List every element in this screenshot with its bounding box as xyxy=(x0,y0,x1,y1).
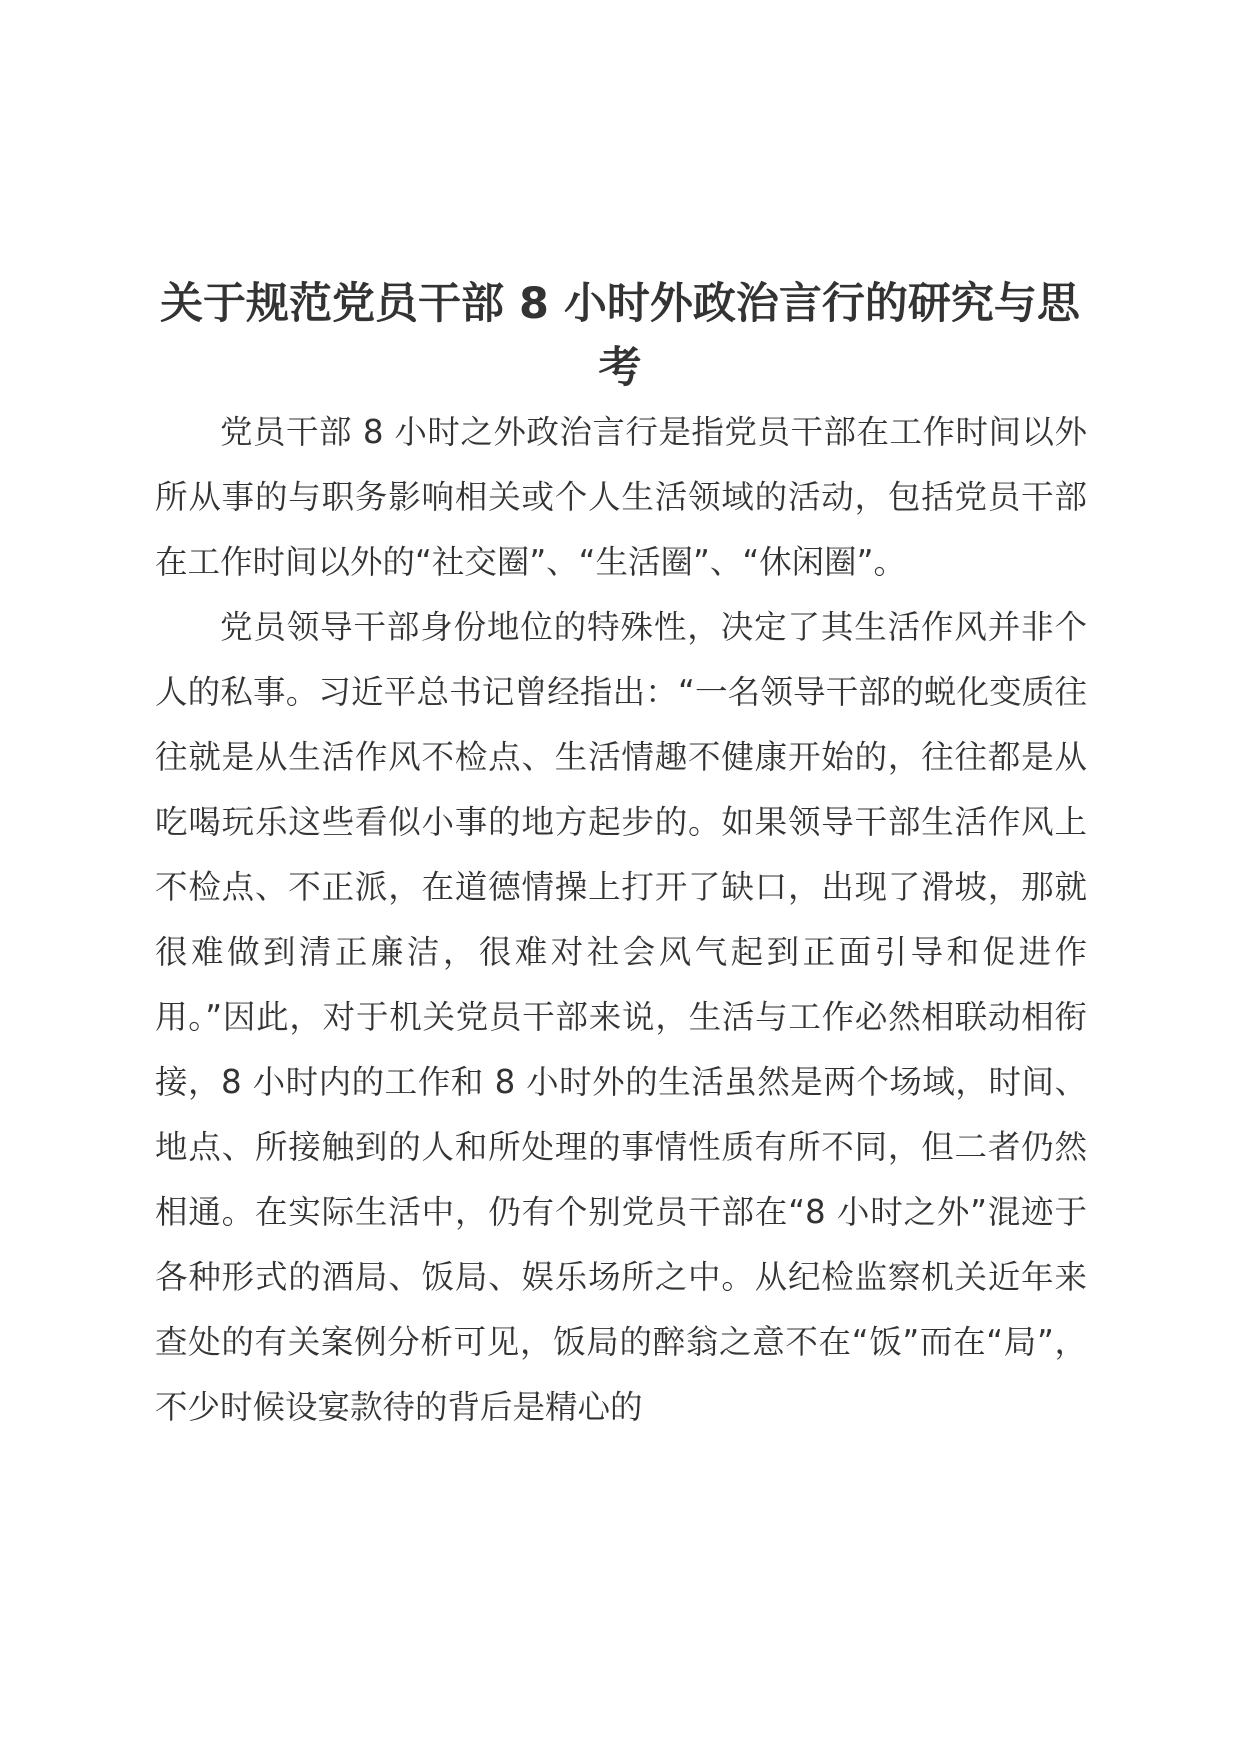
document-body xyxy=(155,400,1087,1440)
paragraph-2: 党员领导干部身份地位的特殊性，决定了其生活作风并非个人的私事。习近平总书记曾经指出：“一名领导干部的蜕化变质往往就是从生活作风不检点、生活情趣不健康开始的，往往都是从吃喝玩乐这些看似小事的地方起步的。如果领导干部生活作风上不检点、不正派，在道德情操上打开了缺口，出现了滑坡，那就很难做到清正廉洁，很难对社会风气起到正面引导和促进作用。”因此，对于机关党员干部来说，生活与工作必然相联动相衔接，8 小时内的工作和 8 小时外的生活虽然是两个场域，时间、地点、所接触到的人和所处理的事情性质有所不同，但二者仍然相通。在实际生活中，仍有个别党员干部在“8 小时之外”混迹于各种形式的酒局、饭局、娱乐场所之中。从纪检监察机关近年来查处的有关案例分析可见，饭局的醉翁之意不在“饭”而在“局”，不少时候设宴款待的背后是精心的 xyxy=(155,608,1087,1426)
document-title: 关于规范党员干部 8 小时外政治言行的研究与思考 xyxy=(160,278,1080,393)
paragraph-1: 党员干部 8 小时之外政治言行是指党员干部在工作时间以外所从事的与职务影响相关或个人生活领域的活动，包括党员干部在工作时间以外的“社交圈”、“生活圈”、“休闲圈”。 xyxy=(155,413,1087,581)
